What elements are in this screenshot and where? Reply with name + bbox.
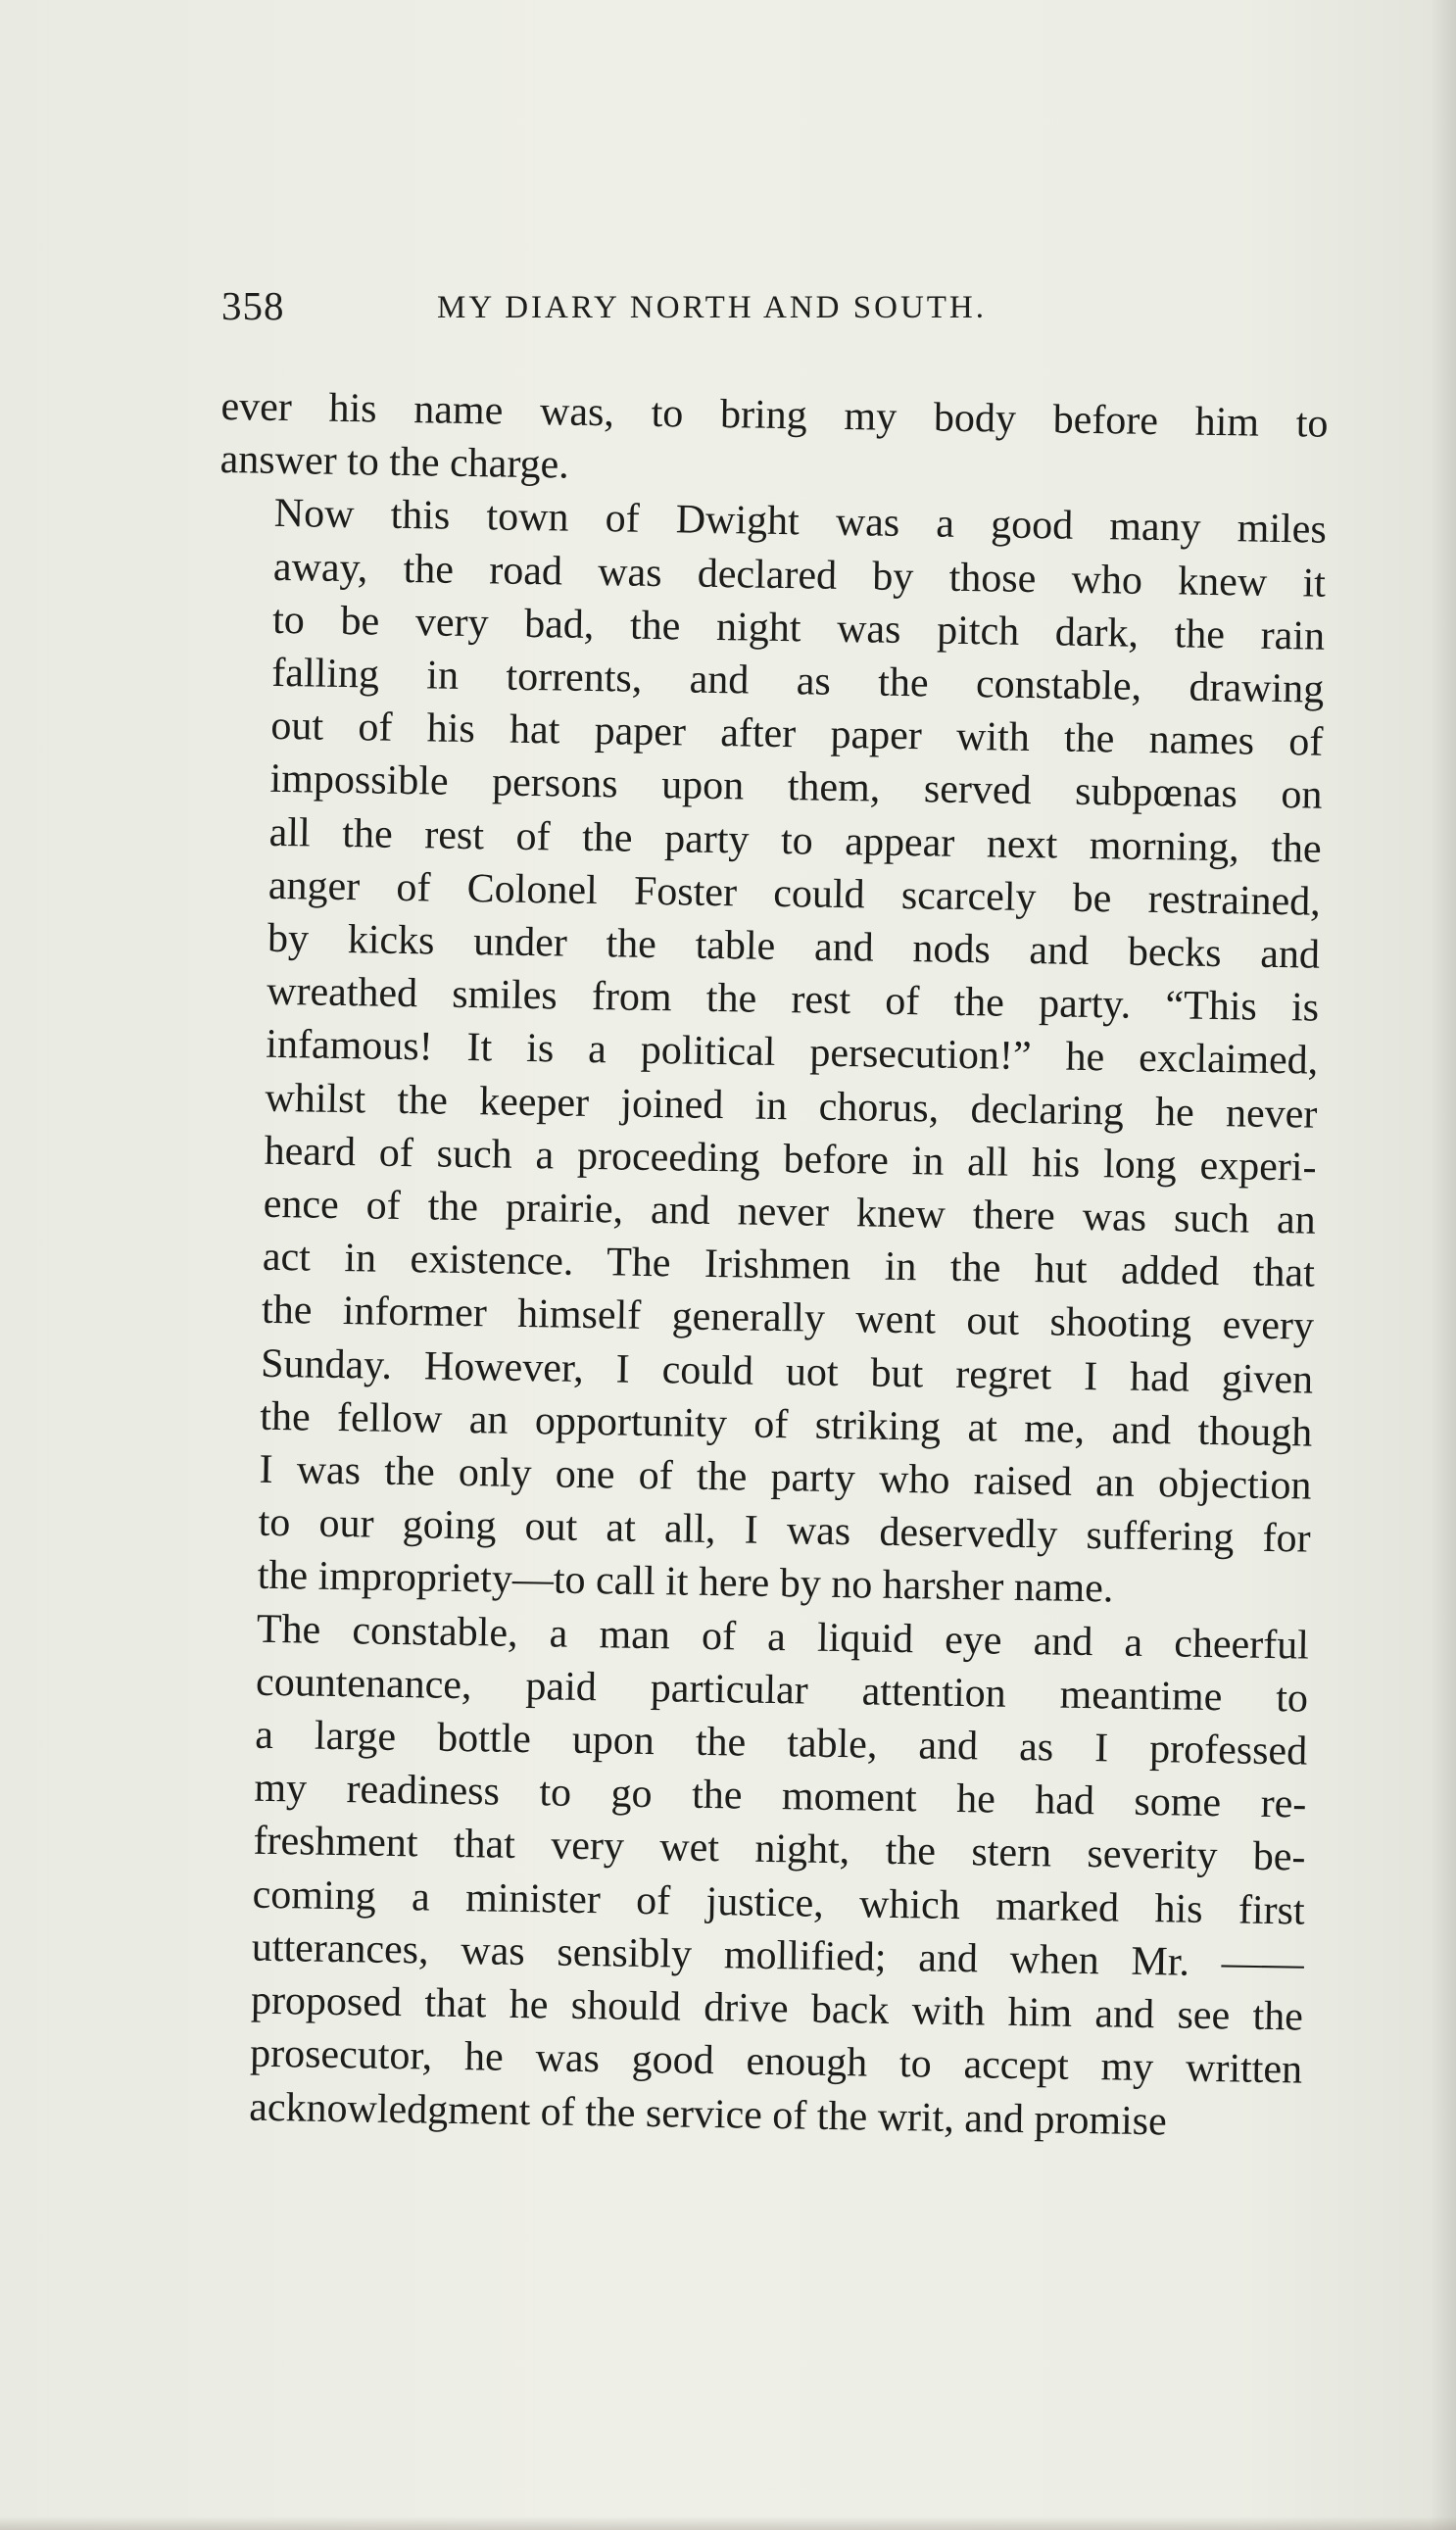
page-edge-shadow (1431, 0, 1456, 2530)
text-line: I was the only one of the party who raised an objection (259, 1446, 1312, 1509)
text-line: utterances, was sensibly mollified; and when Mr. —— (251, 1924, 1305, 1987)
text-line: my readiness to go the moment he had some re- (254, 1765, 1307, 1827)
paragraph (194, 1602, 1309, 2151)
text-line: infamous! It is a political persecution!” he exclaimed, (265, 1022, 1319, 1085)
text-line: answer to the charge. (219, 437, 570, 488)
text-line: out of his hat paper after paper with the names of (270, 704, 1324, 765)
text-line: Now this town of Dwight was a good many miles (273, 491, 1328, 554)
page-header (221, 282, 1309, 341)
text-line: the impropriety—to call it here by no harsher name. (257, 1553, 1114, 1612)
text-line: coming a minister of justice, which marked his first (252, 1872, 1305, 1934)
text-line: Sunday. However, I could uot but regret I had given (260, 1340, 1314, 1403)
text-line: the fellow an opportunity of striking at me, and though (260, 1393, 1313, 1456)
paragraph (219, 380, 1329, 504)
text-line: anger of Colonel Foster could scarcely be restrained, (267, 862, 1322, 925)
text-line: The constable, a man of a liquid eye and a cheerful (256, 1606, 1310, 1669)
text-line: freshment that very wet night, the stern severity be- (253, 1819, 1306, 1881)
text-line: heard of such a proceeding before in all his long experi- (264, 1128, 1317, 1191)
page-bottom-edge (0, 2516, 1456, 2530)
text-line: acknowledgment of the service of the writ, and promise (248, 2084, 1168, 2144)
text-line: proposed that he should drive back with him and see the (250, 1977, 1304, 2040)
text-line: all the rest of the party to appear next morning, the (268, 809, 1322, 872)
text-line: impossible persons upon them, served subpœnas on (269, 756, 1323, 819)
text-line: to our going out at all, I was deservedly suffering for (258, 1500, 1311, 1562)
text-line: a large bottle upon the table, and as I professed (254, 1712, 1308, 1775)
text-line: act in existence. The Irishmen in the hut added that (262, 1235, 1316, 1296)
text-line: by kicks under the table and nods and becks and (267, 915, 1321, 978)
running-title: MY DIARY NORTH AND SOUTH. (437, 290, 988, 325)
text-line: prosecutor, he was good enough to accept my written (249, 2030, 1303, 2093)
text-line: whilst the keeper joined in chorus, declaring he never (265, 1075, 1318, 1138)
text-line: countenance, paid particular attention meantime to (255, 1659, 1309, 1722)
text-line: the informer himself generally went out shooting every (261, 1288, 1315, 1350)
paragraph (202, 486, 1327, 1619)
text-line: ence of the prairie, and never knew there was such an (263, 1181, 1317, 1243)
page-number: 358 (221, 283, 285, 328)
text-line: to be very bad, the night was pitch dark, the rain (271, 597, 1326, 659)
body-text (194, 380, 1329, 2150)
text-line: falling in torrents, and as the constable, drawing (270, 650, 1325, 712)
text-line: ever his name was, to bring my body before him to (220, 383, 1329, 447)
text-line: away, the road was declared by those who knew it (272, 544, 1327, 607)
text-line: wreathed smiles from the rest of the party. “This is (266, 969, 1320, 1031)
